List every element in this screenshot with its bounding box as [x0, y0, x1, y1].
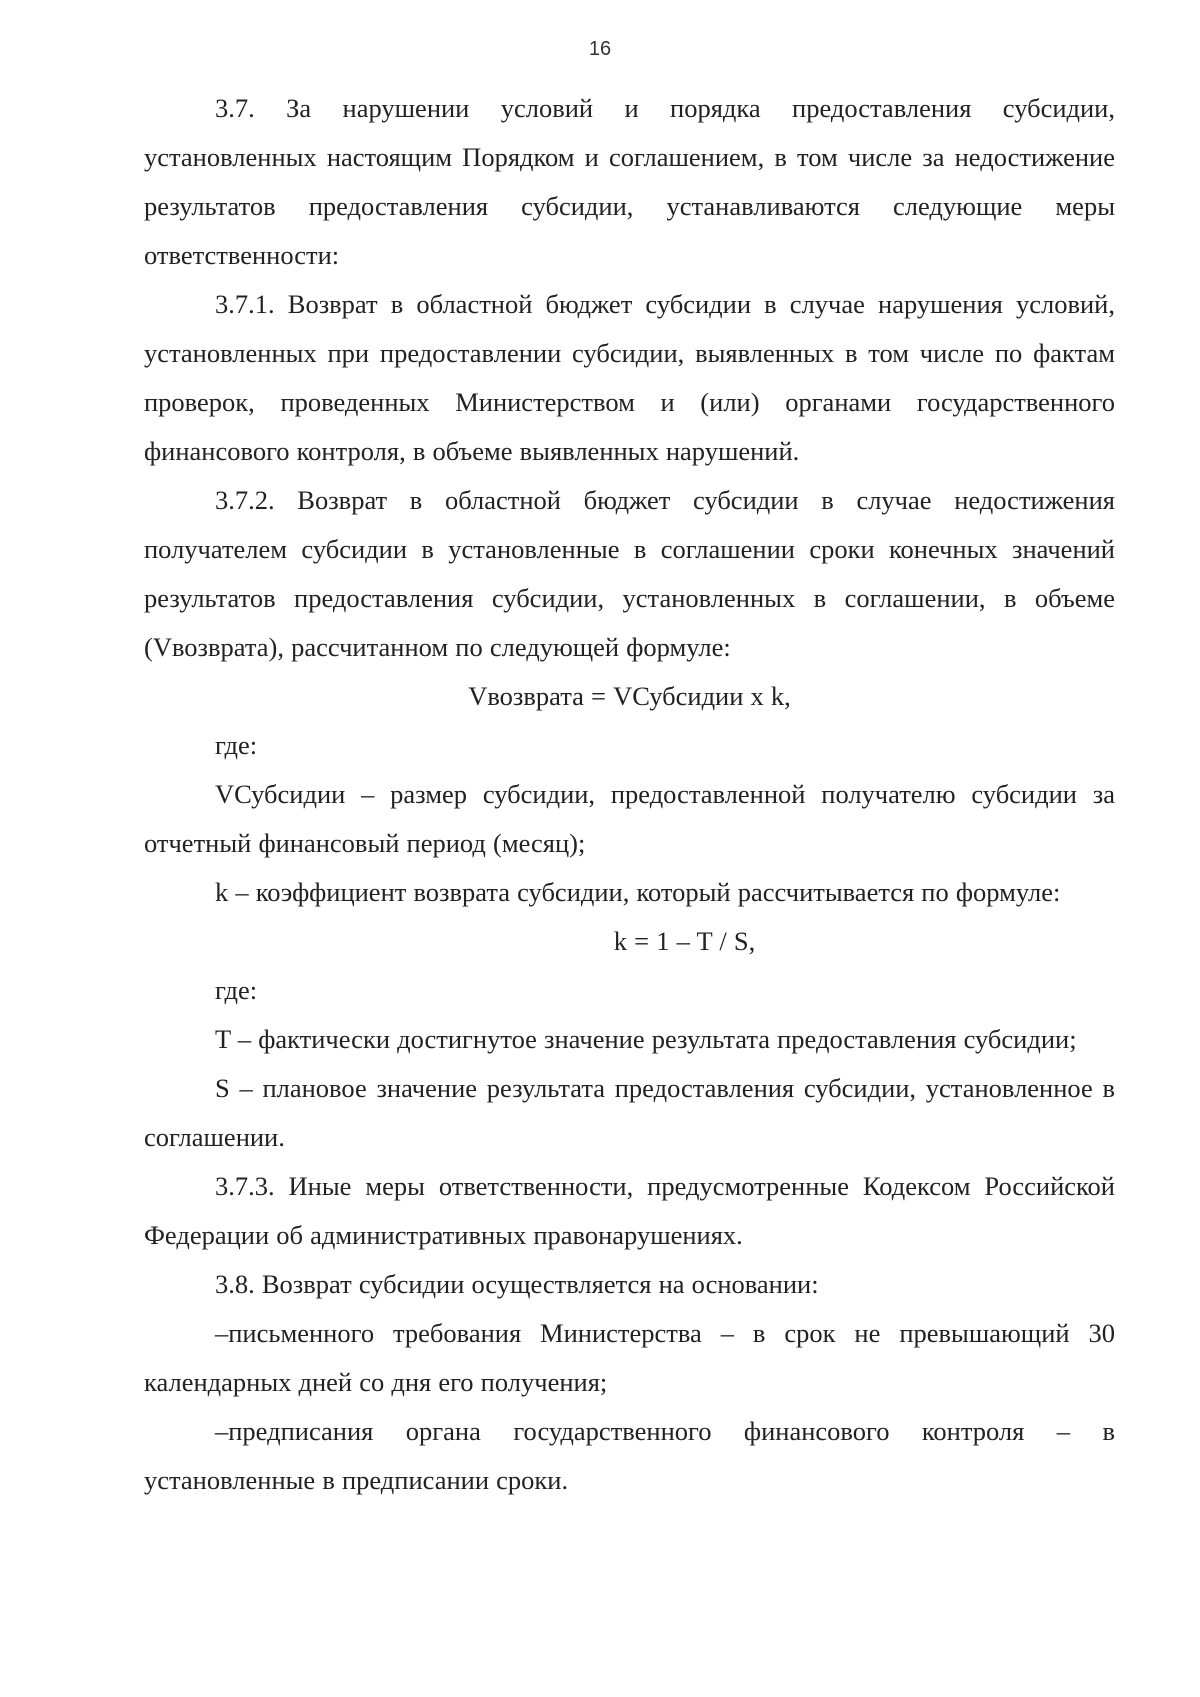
paragraph-3-7-2: 3.7.2. Возврат в областной бюджет субсидии в случае недостижения получателем субсидии в установленные в соглашении сроки конечных значений результатов предоставления субсидии, установленных в соглашении, в объеме (Vвозврата), рассчитанном по следующей формуле: [144, 485, 1115, 662]
paragraph-3-7-3: 3.7.3. Иные меры ответственности, предусмотренные Кодексом Российской Федерации об административных правонарушениях. [144, 1171, 1115, 1250]
formula-return-amount: Vвозврата = VСубсидии x k, [468, 681, 791, 711]
list-item-2 [144, 1407, 1115, 1505]
list-item-1-text: письменного требования Министерства – в срок не превышающий 30 календарных дней со дня его получения; [144, 1318, 1115, 1397]
definition-k: k – коэффициент возврата субсидии, который рассчитывается по формуле: [215, 877, 1061, 907]
definition-t: T – фактически достигнутое значение результата предоставления субсидии; [215, 1024, 1077, 1054]
document-body [144, 84, 1115, 1505]
definition-s: S – плановое значение результата предоставления субсидии, установленное в соглашении. [144, 1073, 1115, 1152]
definition-vsubsidy: VСубсидии – размер субсидии, предоставленной получателю субсидии за отчетный финансовый период (месяц); [144, 779, 1115, 858]
page-number: 16 [588, 38, 612, 60]
where-label-2: где: [215, 975, 258, 1005]
where-label-1: где: [215, 730, 258, 760]
formula-coefficient: k = 1 – T / S, [613, 926, 756, 956]
list-item-2-text: предписания органа государственного финансового контроля – в установленные в предписании сроки. [144, 1416, 1115, 1495]
dash-bullet: – [215, 1416, 229, 1446]
list-item-1 [144, 1309, 1115, 1407]
dash-bullet: – [215, 1318, 229, 1348]
paragraph-3-7-1: 3.7.1. Возврат в областной бюджет субсидии в случае нарушения условий, установленных при предоставлении субсидии, выявленных в том числе по фактам проверок, проведенных Министерством и (или) органами государственного финансового контроля, в объеме выявленных нарушений. [144, 289, 1115, 466]
paragraph-3-7: 3.7. За нарушении условий и порядка предоставления субсидии, установленных настоящим Порядком и соглашением, в том числе за недостижение результатов предоставления субсидии, устанавливаются следующие меры ответственности: [144, 93, 1115, 270]
paragraph-3-8: 3.8. Возврат субсидии осуществляется на основании: [215, 1269, 819, 1299]
